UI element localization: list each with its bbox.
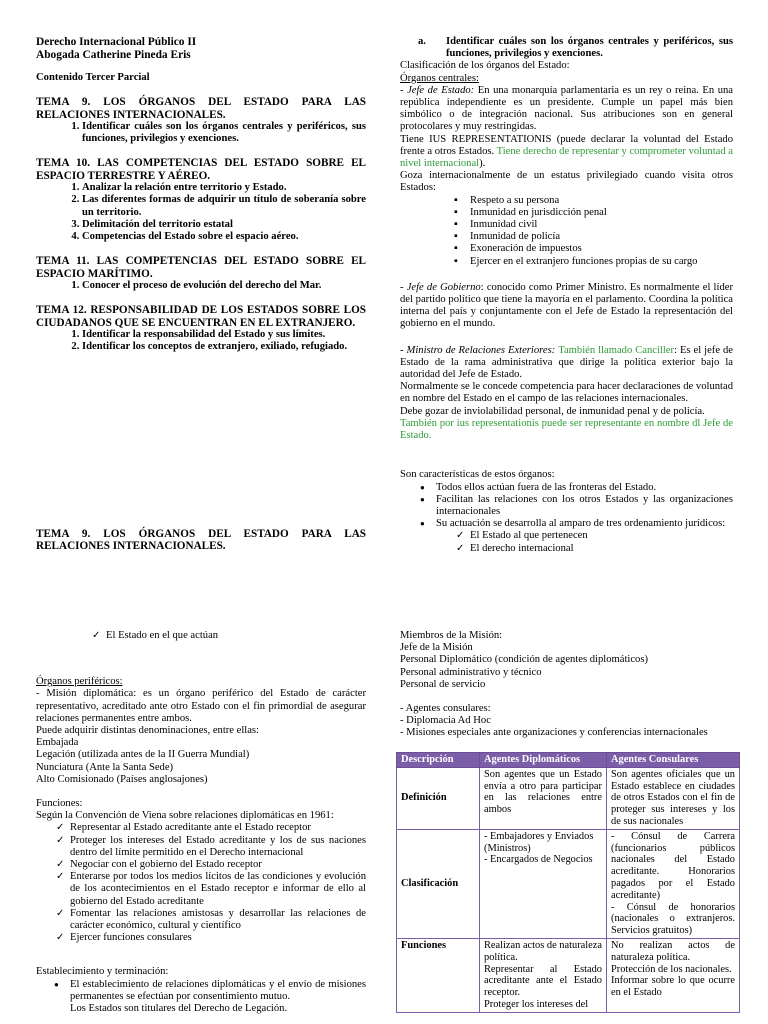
jefe-gobierno-paragraph: - Jefe de Gobierno: conocido como Primer Ministro. Es normalmente el líder del partido político que tiene la mayoría en el parlamento. Coordina la política interna del país y conjuntamente con el Jefe de Estado la representación del gobierno en el mundo. — [400, 281, 733, 330]
tema-11 — [36, 255, 366, 292]
ministro-label: - Ministro de Relaciones Exteriores: — [400, 344, 559, 356]
teacher-name: Abogada Catherine Pineda Eris — [36, 49, 191, 61]
otros-line: - Misiones especiales ante organizaciones y conferencias internacionales — [400, 727, 708, 739]
privilegio-item: ▪ Inmunidad en jurisdicción penal — [470, 207, 733, 219]
check-item: ✓ El Estado en el que actúan — [106, 630, 366, 642]
privilegio-item: ▪ Inmunidad de policía — [470, 231, 733, 243]
miembros-line: Miembros de la Misión: — [400, 630, 503, 641]
right-lower-column — [400, 630, 733, 740]
tema-item: 1. Analizar la relación entre territorio y Estado. — [82, 182, 366, 194]
funciones-heading: Funciones: — [36, 798, 83, 810]
row-label: Funciones — [397, 938, 480, 1012]
cell-consulares: No realizan actos de naturaleza política. Protección de los nacionales. Informar sobre lo que ocurre en el Estado — [607, 938, 740, 1012]
miembros-line: Personal Diplomático (condición de agentes diplomáticos) — [400, 654, 649, 666]
funcion-item: ✓ Negociar con el gobierno del Estado receptor — [70, 859, 366, 871]
cell-diplomaticos: Son agentes que un Estado envía a otro para participar en las relaciones entre ambos — [480, 767, 607, 829]
cell-diplomaticos: - Embajadores y Enviados (Ministros) - Encargados de Negocios — [480, 829, 607, 938]
tema-title: TEMA 12. RESPONSABILIDAD DE LOS ESTADOS SOBRE LOS CIUDADANOS QUE SE ENCUENTRAN EN EL EXTRANJERO. — [36, 304, 366, 329]
privilegio-item: ▪ Respeto a su persona — [470, 195, 733, 207]
tema-title: TEMA 11. LAS COMPETENCIAS DEL ESTADO SOBRE EL ESPACIO MARÍTIMO. — [36, 255, 366, 280]
miembros-line: Jefe de la Misión — [400, 642, 473, 654]
establecimiento-heading: Establecimiento y terminación: — [36, 966, 169, 978]
denominaciones-intro: Puede adquirir distintas denominaciones, entre ellas: — [36, 725, 259, 737]
table-header: Descripción — [397, 753, 480, 768]
tema-item: 1. Identificar la responsabilidad del Estado y sus límites. — [82, 329, 366, 341]
caracteristica-item: ● Su actuación se desarrolla al amparo de tres ordenamiento jurídicos: — [436, 518, 733, 530]
mision-paragraph: - Misión diplomática: es un órgano periférico del Estado de carácter representativo, acreditado ante otro Estado con el fin primordial de asegurar relaciones permanentes entre ambos. — [36, 688, 366, 724]
funcion-item: ✓ Ejercer funciones consulares — [70, 932, 366, 944]
tema-12 — [36, 304, 366, 353]
agents-comparison-table — [396, 752, 740, 1013]
tema-9-section-heading: TEMA 9. LOS ÓRGANOS DEL ESTADO PARA LAS RELACIONES INTERNACIONALES. — [36, 528, 366, 553]
course-title: Derecho Internacional Público II — [36, 36, 197, 48]
denominacion: Alto Comisionado (Países anglosajones) — [36, 773, 208, 785]
tema-item: 4. Competencias del Estado sobre el espacio aéreo. — [82, 231, 366, 243]
denominacion: Embajada — [36, 737, 79, 749]
ordenamiento-item: ✓ El Estado al que pertenecen — [470, 530, 733, 542]
otros-line: - Agentes consulares: — [400, 703, 491, 715]
table-row — [397, 767, 740, 829]
ministro-highlight: También llamado Canciller — [558, 344, 675, 356]
tema-title: TEMA 9. LOS ÓRGANOS DEL ESTADO PARA LAS RELACIONES INTERNACIONALES. — [36, 96, 366, 121]
clasificacion-line: Clasificación de los órganos del Estado: — [400, 60, 570, 72]
establecimiento-item: ● El establecimiento de relaciones diplomáticas y el envío de misiones permanentes se efectúan por consentimiento mutuo. — [70, 979, 366, 1003]
right-column — [400, 36, 733, 555]
ius-highlight: Tiene derecho de representar y comprometer voluntad a nivel internacional — [400, 145, 734, 170]
ministro-paragraph: - Ministro de Relaciones Exteriores: También llamado Canciller: Es el jefe de Estado de la rama administrativa que dirige la política exterior bajo la autoridad del Jefe de Estado. — [400, 344, 733, 381]
jefe-estado-paragraph: - Jefe de Estado: En una monarquía parlamentaria es un rey o reina. En una república independiente es un presidente. Cumple un papel más bien simbólico o de integración nacional. Sus atribuciones son en general protocolares y muy restringidas. — [400, 84, 734, 133]
table-header: Agentes Diplomáticos — [480, 753, 607, 768]
left-lower-column — [36, 630, 366, 1015]
cell-consulares: - Cónsul de Carrera (funcionarios públicos nacionales del Estado acreditante. Honorarios pagados por el Estado acreditante) - Cónsul de honorarios (nacionales o extranjeros. Servicios gratuitos) — [607, 829, 740, 938]
debe-paragraph: Debe gozar de inviolabilidad personal, de inmunidad penal y de policía. — [400, 405, 705, 417]
table-header: Agentes Consulares — [607, 753, 740, 768]
tambien-paragraph: También por ius representationis puede ser representante en nombre dl Jefe de Estado. — [400, 417, 733, 442]
otros-line: - Diplomacia Ad Hoc — [400, 715, 491, 727]
ius-paragraph: Tiene IUS REPRESENTATIONIS (puede declarar la voluntad del Estado frente a otros Estados. Tiene derecho de representar y comprometer voluntad a nivel internacional). — [400, 133, 734, 170]
objective-text: Identificar cuáles son los órganos centrales y periféricos, sus funciones, privilegios y exenciones. — [446, 36, 733, 60]
privilegio-item: ▪ Ejercer en el extranjero funciones propias de su cargo — [470, 256, 733, 268]
table-header-row — [397, 753, 740, 768]
tema-item: 1. Conocer el proceso de evolución del derecho del Mar. — [82, 280, 366, 292]
denominacion: Nunciatura (Ante la Santa Sede) — [36, 761, 174, 773]
miembros-line: Personal de servicio — [400, 678, 486, 690]
objective-item — [400, 36, 733, 60]
cell-consulares: Son agentes oficiales que un Estado establece en ciudades de otros Estados con el fin de proteger sus intereses y los de sus nacionales — [607, 767, 740, 829]
tema-item: 2. Las diferentes formas de adquirir un título de soberanía sobre un territorio. — [82, 194, 366, 218]
tema-item: 1. Identificar cuáles son los órganos centrales y periféricos, sus funciones, privilegios y exenciones. — [82, 121, 366, 145]
goza-paragraph: Goza internacionalmente de un estatus privilegiado cuando visita otros Estados: — [400, 170, 733, 194]
centrales-heading: Órganos centrales: — [400, 72, 479, 84]
funcion-item: ✓ Enterarse por todos los medios lícitos de las condiciones y evolución de los acontecimientos en el Estado receptor e informar de ello al gobierno del Estado acreditante — [70, 871, 366, 908]
cell-diplomaticos: Realizan actos de naturaleza política. Representar al Estado acreditante ante el Estado receptor. Proteger los intereses del — [480, 938, 607, 1012]
jefe-gobierno-label: - Jefe de Gobierno — [400, 281, 481, 293]
row-label: Clasificación — [397, 829, 480, 938]
caracteristica-item: ● Todos ellos actúan fuera de las fronteras del Estado. — [436, 482, 733, 494]
jefe-estado-label: - Jefe de Estado: — [400, 84, 475, 96]
funciones-intro: Según la Convención de Viena sobre relaciones diplomáticas en 1961: — [36, 810, 334, 822]
denominacion: Legación (utilizada antes de la II Guerra Mundial) — [36, 749, 250, 761]
privilegio-item: ▪ Inmunidad civil — [470, 219, 733, 231]
row-label: Definición — [397, 767, 480, 829]
funcion-item: ✓ Representar al Estado acreditante ante el Estado receptor — [70, 822, 366, 834]
tema-item: 2. Identificar los conceptos de extranjero, exiliado, refugiado. — [82, 341, 366, 353]
normalmente-paragraph: Normalmente se le concede competencia para hacer declaraciones de voluntad en nombre del Estado en el campo de las relaciones internacionales. — [400, 381, 733, 405]
privilegio-item: ▪ Exoneración de impuestos — [470, 243, 733, 255]
objective-marker: a. — [418, 36, 426, 47]
content-heading: Contenido Tercer Parcial — [36, 72, 150, 83]
perifericos-heading: Órganos periféricos: — [36, 676, 123, 688]
funcion-item: ✓ Fomentar las relaciones amistosas y desarrollar las relaciones de carácter económico, cultural y científico — [70, 908, 366, 932]
table-row — [397, 829, 740, 938]
ordenamiento-item: ✓ El derecho internacional — [470, 543, 733, 555]
miembros-line: Personal administrativo y técnico — [400, 666, 542, 678]
funcion-item: ✓ Proteger los intereses del Estado acreditante y los de sus naciones dentro del límite permitido en el Derecho internacional — [70, 835, 366, 859]
tema-9 — [36, 96, 366, 145]
caracteristica-item: ● Facilitan las relaciones con los otros Estados y las organizaciones internacionales — [436, 494, 733, 518]
tema-10 — [36, 157, 366, 243]
caracteristicas-intro: Son características de estos órganos: — [400, 469, 555, 481]
left-column — [36, 36, 366, 353]
table-row — [397, 938, 740, 1012]
tema-title: TEMA 10. LAS COMPETENCIAS DEL ESTADO SOBRE EL ESPACIO TERRESTRE Y AÉREO. — [36, 157, 366, 182]
tema-item: 3. Delimitación del territorio estatal — [82, 219, 366, 231]
legacion-text: Los Estados son titulares del Derecho de Legación. — [70, 1003, 288, 1015]
